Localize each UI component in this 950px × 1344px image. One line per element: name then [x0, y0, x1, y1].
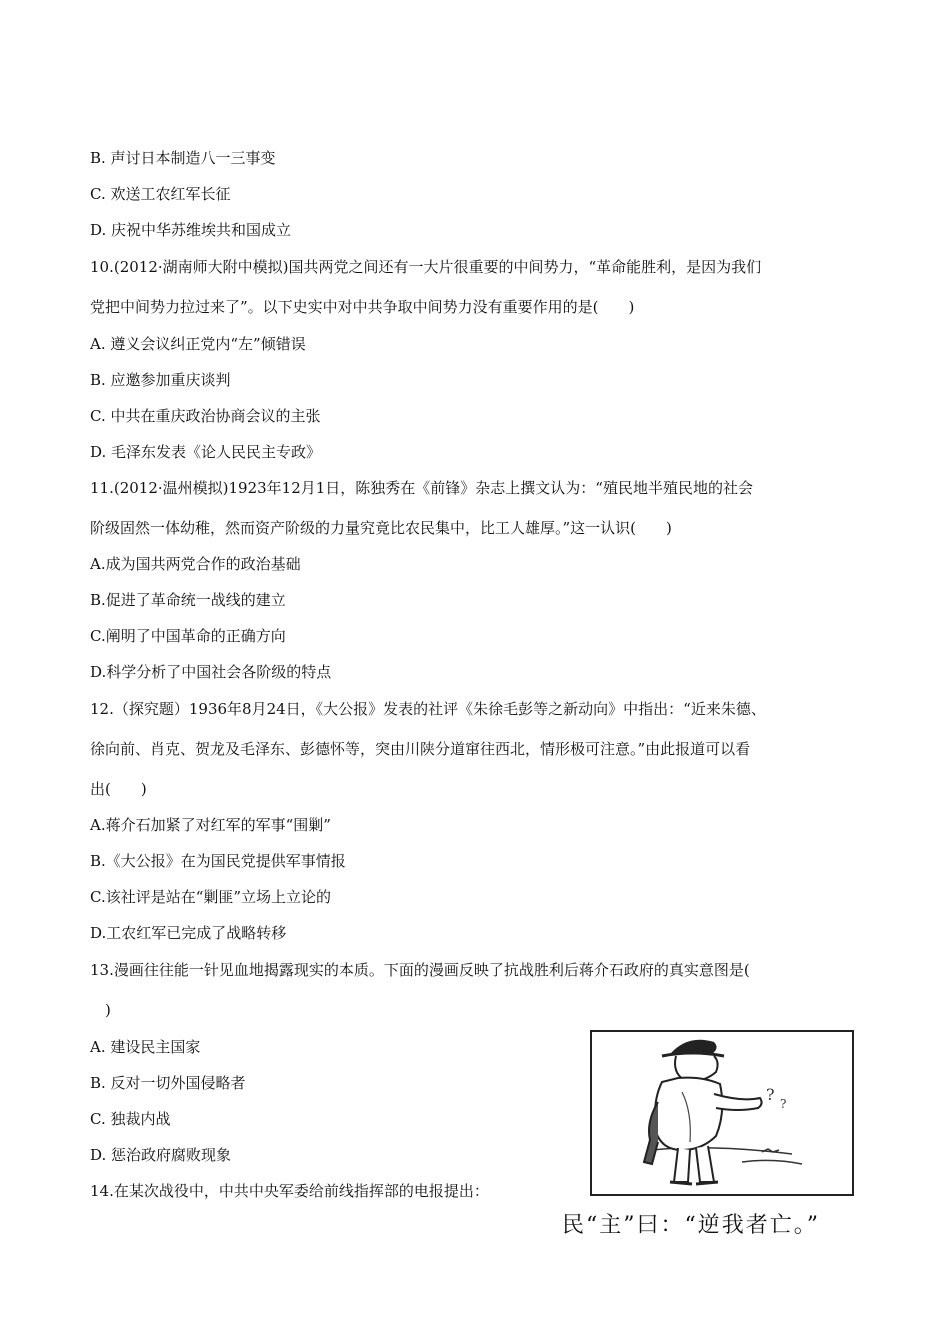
- question-12-stem-1: 12.（探究题）1936年8月24日，《大公报》发表的社评《朱徐毛彭等之新动向》中指出：“近来朱德、: [90, 700, 766, 718]
- svg-text:?: ?: [780, 1097, 787, 1111]
- option-12c: C.该社评是站在“剿匪”立场上立论的: [90, 888, 332, 906]
- question-14-stem: 14.在某次战役中，中共中央军委给前线指挥部的电报提出：: [90, 1182, 489, 1200]
- option-13d: D. 惩治政府腐败现象: [90, 1146, 232, 1164]
- option-9b: B. 声讨日本制造八一三事变: [90, 149, 276, 167]
- option-9c: C. 欢送工农红军长征: [90, 185, 231, 203]
- option-13b: B. 反对一切外国侵略者: [90, 1074, 246, 1092]
- question-12-stem-3: 出( ): [90, 780, 147, 798]
- svg-text:?: ?: [766, 1085, 775, 1104]
- question-13-stem-1: 13.漫画往往能一针见血地揭露现实的本质。下面的漫画反映了抗战胜利后蒋介石政府的真实意图是(: [90, 961, 750, 979]
- cartoon-caption: 民“主”曰：“逆我者亡。”: [562, 1213, 820, 1238]
- option-13a: A. 建设民主国家: [90, 1038, 201, 1056]
- cartoon-image: [590, 1030, 854, 1196]
- cartoon-drawing: [592, 1032, 852, 1194]
- option-11c: C.阐明了中国革命的正确方向: [90, 627, 286, 645]
- option-10a: A. 遵义会议纠正党内“左”倾错误: [90, 335, 306, 353]
- option-11a: A.成为国共两党合作的政治基础: [90, 555, 301, 573]
- question-12-stem-2: 徐向前、肖克、贺龙及毛泽东、彭德怀等，突由川陕分道窜往西北，情形极可注意。”由此报道可以看: [90, 740, 751, 758]
- option-9d: D. 庆祝中华苏维埃共和国成立: [90, 221, 292, 239]
- option-10d: D. 毛泽东发表《论人民民主专政》: [90, 443, 322, 461]
- option-10b: B. 应邀参加重庆谈判: [90, 371, 231, 389]
- option-12b: B.《大公报》在为国民党提供军事情报: [90, 852, 346, 870]
- option-11b: B.促进了革命统一战线的建立: [90, 591, 286, 609]
- question-10-stem-1: 10.(2012·湖南师大附中模拟)国共两党之间还有一大片很重要的中间势力，“革命能胜利，是因为我们: [90, 258, 762, 276]
- option-12a: A.蒋介石加紧了对红军的军事“围剿”: [90, 816, 331, 834]
- option-10c: C. 中共在重庆政治协商会议的主张: [90, 407, 321, 425]
- option-13c: C. 独裁内战: [90, 1110, 171, 1128]
- question-11-stem-2: 阶级固然一体幼稚，然而资产阶级的力量究竟比农民集中，比工人雄厚。”这一认识( ): [90, 519, 672, 537]
- option-12d: D.工农红军已完成了战略转移: [90, 924, 287, 942]
- question-13-stem-2: ): [90, 1001, 111, 1019]
- option-11d: D.科学分析了中国社会各阶级的特点: [90, 663, 332, 681]
- question-11-stem-1: 11.(2012·温州模拟)1923年12月1日，陈独秀在《前锋》杂志上撰文认为：“殖民地半殖民地的社会: [90, 479, 753, 497]
- question-10-stem-2: 党把中间势力拉过来了”。以下史实中对中共争取中间势力没有重要作用的是( ): [90, 298, 635, 316]
